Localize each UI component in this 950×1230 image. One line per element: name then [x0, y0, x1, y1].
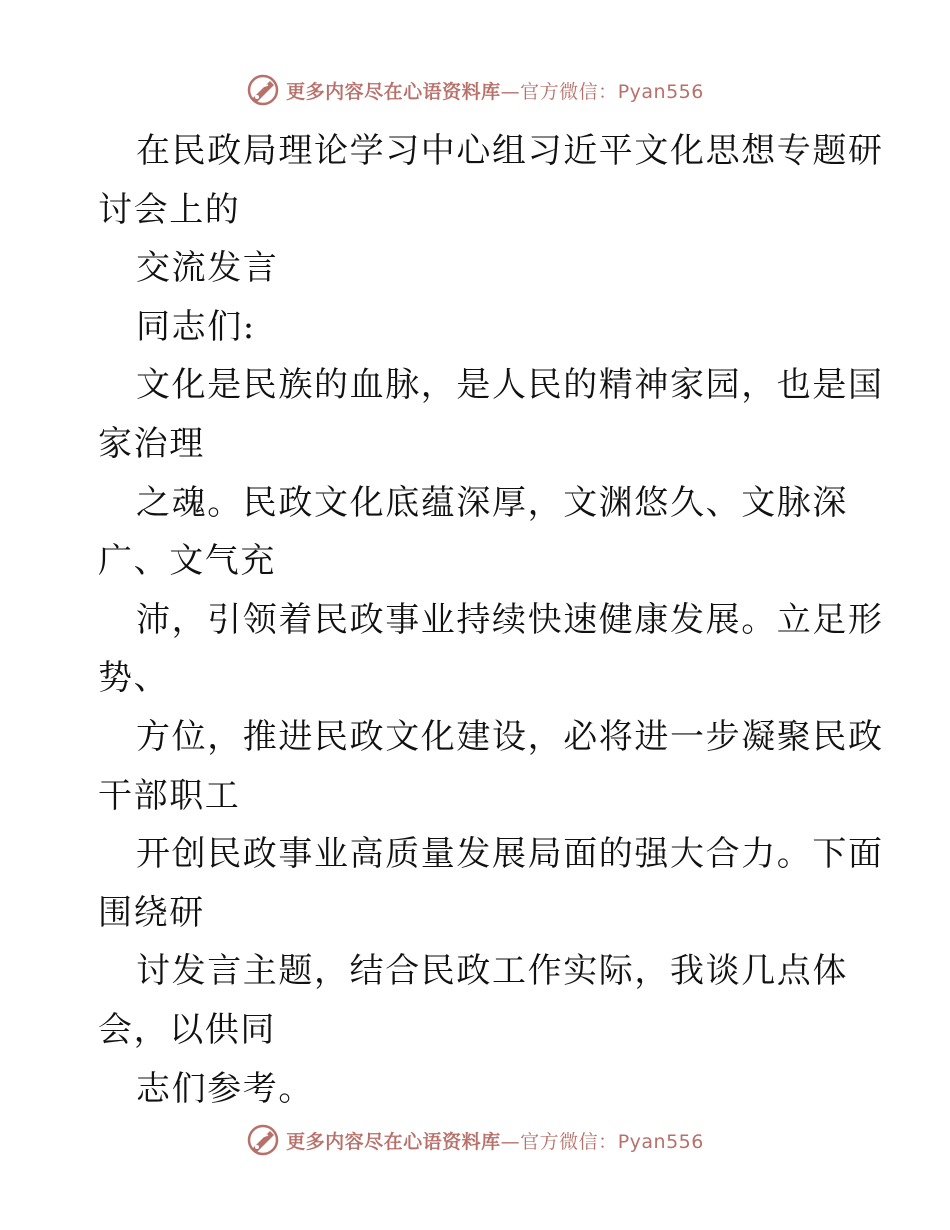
watermark-text: 更多内容尽在心语资料库—官方微信：Pyan556 [286, 1130, 704, 1153]
watermark-text: 更多内容尽在心语资料库—官方微信：Pyan556 [286, 80, 704, 103]
doc-line: 围绕研 [98, 892, 205, 933]
watermark-footer [0, 1120, 950, 1160]
doc-line: 势、 [98, 658, 170, 699]
document-body [98, 122, 884, 1118]
pen-nib-circle-icon [246, 1123, 280, 1157]
doc-line: 开创民政事业高质量发展局面的强大合力。下面 [136, 834, 884, 875]
doc-line-salutation: 同志们: [136, 306, 256, 347]
doc-line: 沛，引领着民政事业持续快速健康发展。立足形 [136, 599, 884, 640]
doc-line-title-2: 讨会上的 [98, 189, 241, 230]
doc-line: 文化是民族的血脉，是人民的精神家园，也是国 [136, 365, 884, 406]
pen-nib-circle-icon [246, 73, 280, 107]
doc-line: 志们参考。 [136, 1068, 314, 1109]
doc-line: 会，以供同 [98, 1009, 276, 1050]
doc-line-title-3: 交流发言 [136, 248, 279, 289]
doc-line-title-1: 在民政局理论学习中心组习近平文化思想专题研 [136, 131, 884, 171]
doc-line: 广、文气充 [98, 541, 276, 582]
doc-line: 家治理 [98, 423, 205, 464]
watermark-header [0, 70, 950, 110]
doc-line: 之魂。民政文化底蕴深厚，文渊悠久、文脉深 [136, 482, 848, 523]
doc-line: 讨发言主题，结合民政工作实际，我谈几点体 [136, 951, 848, 992]
doc-line: 方位，推进民政文化建设，必将进一步凝聚民政 [136, 716, 884, 757]
doc-line: 干部职工 [98, 775, 241, 816]
